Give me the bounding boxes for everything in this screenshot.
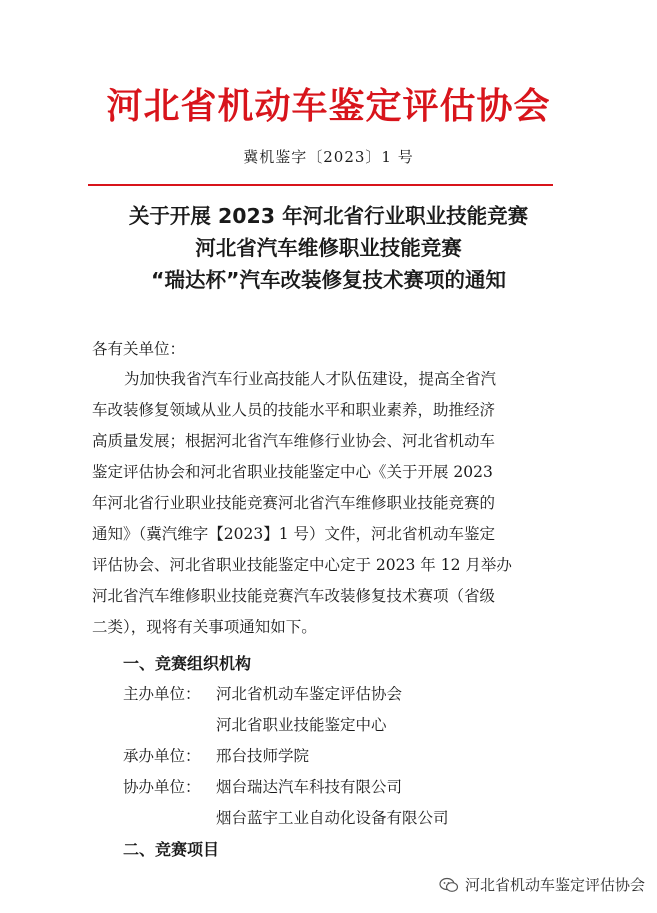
host-name: 河北省职业技能鉴定中心 [216, 716, 387, 734]
organizer-row [123, 744, 309, 766]
organizer-label: 承办单位： [123, 747, 201, 765]
wechat-watermark [439, 874, 645, 895]
wechat-icon [439, 877, 459, 893]
co-organizer-row-cont [216, 806, 449, 828]
notice-title [0, 200, 657, 296]
section-heading-org: 一、竞赛组织机构 [123, 654, 252, 673]
body-line: 河北省汽车维修职业技能竞赛汽车改装修复技术赛项（省级 [92, 587, 496, 605]
document-number: 冀机鉴字〔2023〕1 号 [243, 148, 414, 166]
salutation: 各有关单位： [92, 340, 186, 358]
body-line: 二类），现将有关事项通知如下。 [92, 618, 317, 636]
host-label: 主办单位： [123, 685, 201, 703]
notice-title-line: “瑞达杯”汽车改装修复技术赛项的通知 [151, 268, 506, 292]
host-row-cont [216, 713, 387, 735]
co-organizer-name: 烟台蓝宇工业自动化设备有限公司 [216, 809, 449, 827]
red-divider [88, 184, 553, 186]
org-title: 河北省机动车鉴定评估协会 [106, 86, 551, 127]
body-line: 评估协会、河北省职业技能鉴定中心定于 2023 年 12 月举办 [92, 556, 512, 574]
co-organizer-row [123, 775, 402, 797]
organizer-name: 邢台技师学院 [216, 747, 310, 765]
body-line: 为加快我省汽车行业高技能人才队伍建设，提高全省汽 [124, 370, 497, 388]
notice-title-line: 河北省汽车维修职业技能竞赛 [195, 236, 462, 260]
co-organizer-label: 协办单位： [123, 778, 201, 796]
co-organizer-name: 烟台瑞达汽车科技有限公司 [216, 778, 403, 796]
section-heading-projects: 二、竞赛项目 [123, 840, 220, 859]
body-line: 通知》（冀汽维字【2023】1 号）文件，河北省机动车鉴定 [92, 525, 495, 543]
body-paragraph [92, 364, 562, 643]
body-line: 鉴定评估协会和河北省职业技能鉴定中心《关于开展 2023 [92, 463, 493, 481]
notice-title-line: 关于开展 2023 年河北省行业职业技能竞赛 [128, 204, 529, 228]
watermark-text: 河北省机动车鉴定评估协会 [464, 876, 645, 894]
body-line: 高质量发展；根据河北省汽车维修行业协会、河北省机动车 [92, 432, 496, 450]
host-name: 河北省机动车鉴定评估协会 [216, 685, 403, 703]
host-row [123, 682, 402, 704]
body-line: 年河北省行业职业技能竞赛河北省汽车维修职业技能竞赛的 [92, 494, 496, 512]
body-line: 车改装修复领域从业人员的技能水平和职业素养，助推经济 [92, 401, 496, 419]
